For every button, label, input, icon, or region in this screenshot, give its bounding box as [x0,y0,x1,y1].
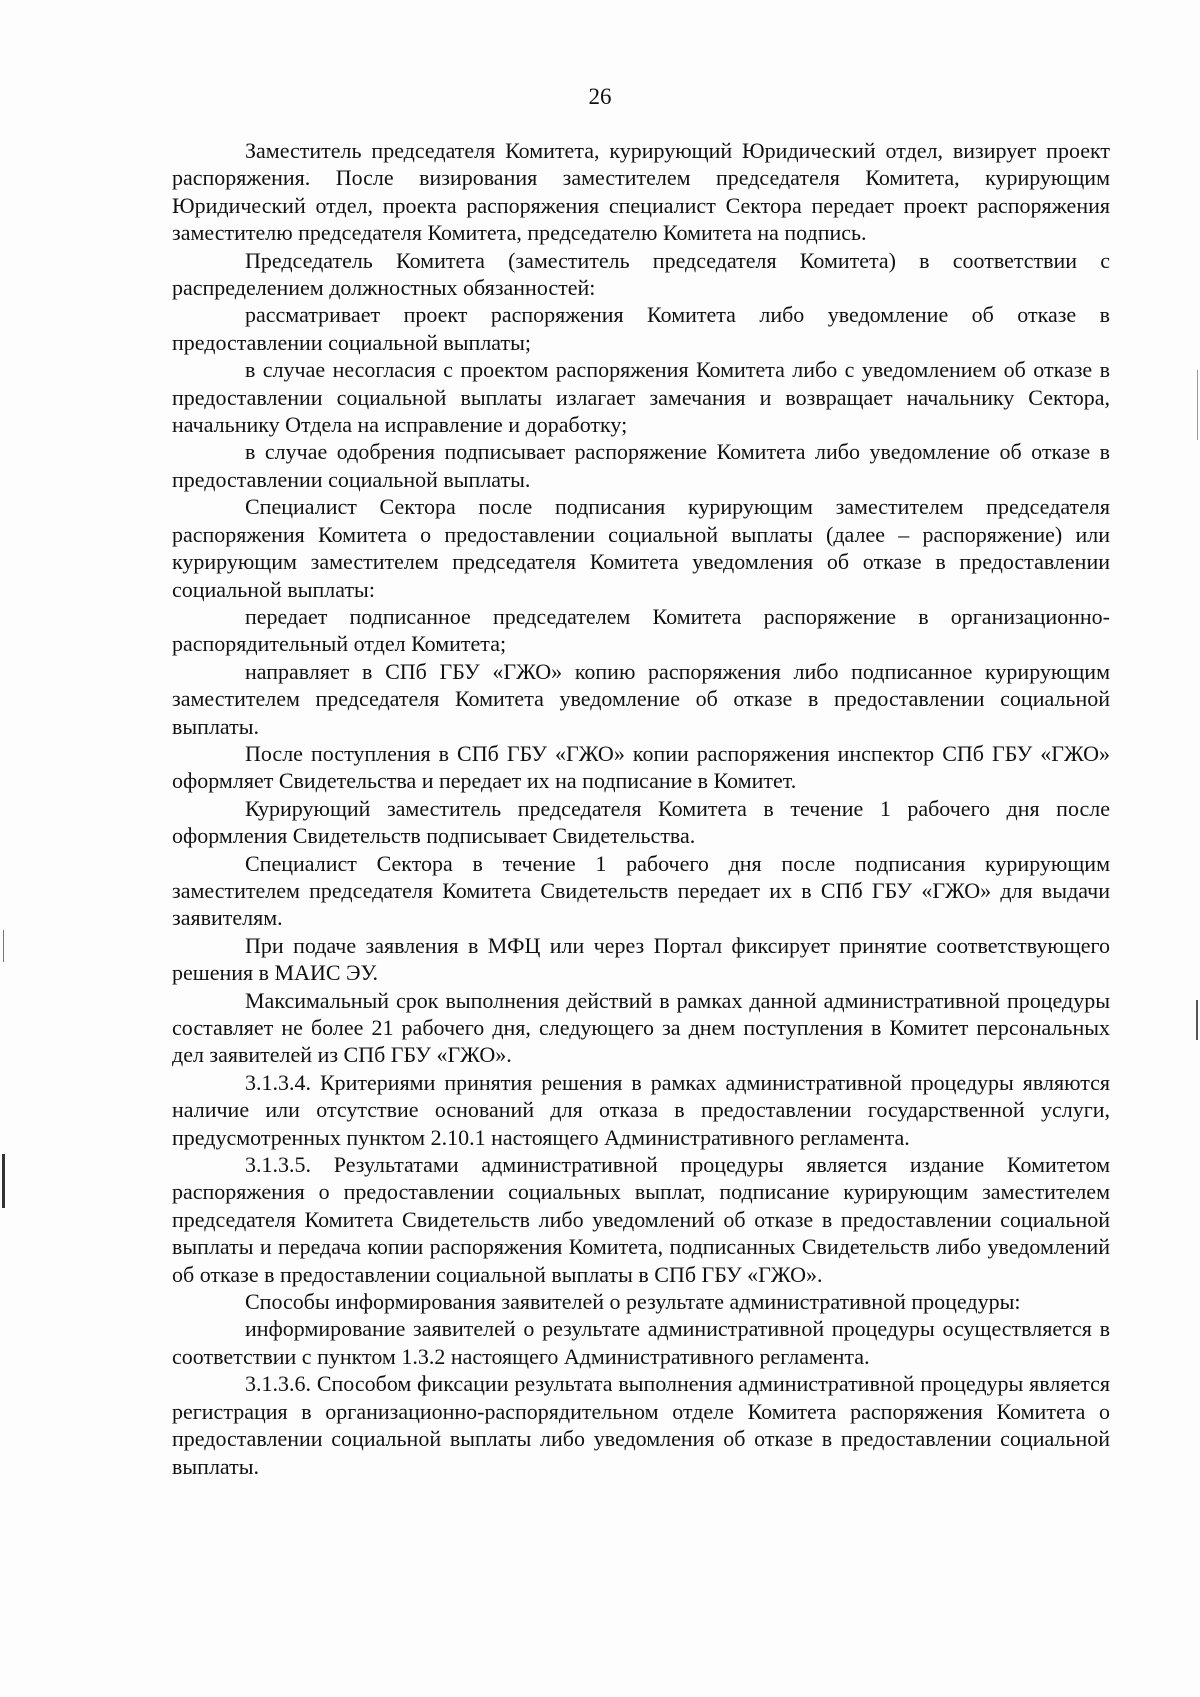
paragraph: 3.1.3.4. Критериями принятия решения в рамках административной процедуры являются наличие или отсутствие оснований для отказа в предоставлении государственной услуги, предусмотренных пунктом 2.10.1 настоящего Административного регламента. [172,1069,1110,1150]
paragraph: При подаче заявления в МФЦ или через Портал фиксирует принятие соответствующего решения в МАИС ЭУ. [172,932,1110,986]
paragraph: Способы информирования заявителей о результате административной процедуры: [245,1289,1021,1315]
paragraph: передает подписанное председателем Комитета распоряжение в организационно-распорядительный отдел Комитета; [172,603,1110,657]
paragraph: в случае одобрения подписывает распоряжение Комитета либо уведомление об отказе в предоставлении социальной выплаты. [172,439,1110,492]
paragraph: информирование заявителей о результате административной процедуры осуществляется в соответствии с пунктом 1.3.2 настоящего Административного регламента. [172,1316,1110,1369]
paragraph: рассматривает проект распоряжения Комитета либо уведомление об отказе в предоставлении социальной выплаты; [172,302,1110,355]
paragraph: направляет в СПб ГБУ «ГЖО» копию распоряжения либо подписанное курирующим заместителем председателя Комитета уведомление об отказе в предоставлении социальной выплаты. [172,658,1110,739]
paragraph: Максимальный срок выполнения действий в рамках данной административной процедуры составляет не более 21 рабочего дня, следующего за днем поступления в Комитет персональных дел заявителей из СПб ГБУ «ГЖО». [172,987,1110,1068]
paragraph: Курирующий заместитель председателя Комитета в течение 1 рабочего дня после оформления Свидетельств подписывает Свидетельства. [172,795,1110,849]
scan-edge-mark [1196,1000,1198,1040]
paragraph: Специалист Сектора после подписания курирующим заместителем председателя распоряжения Комитета о предоставлении социальной выплаты (далее – распоряжение) или курирующим заместителем председателя Комитета уведомления об отказе в предоставлении социальной выплаты: [172,494,1110,602]
page-body [172,137,1110,1480]
paragraph: Заместитель председателя Комитета, курирующий Юридический отдел, визирует проект распоряжения. После визирования заместителем председателя Комитета, курирующим Юридический отдел, проекта распоряжения специалист Сектора передает проект распоряжения заместителю председателя Комитета, председателю Комитета на подпись. [172,138,1110,246]
paragraph: Специалист Сектора в течение 1 рабочего дня после подписания курирующим заместителем председателя Комитета Свидетельств передает их в СПб ГБУ «ГЖО» для выдачи заявителям. [172,850,1110,931]
paragraph: Председатель Комитета (заместитель председателя Комитета) в соответствии с распределением должностных обязанностей: [172,247,1110,301]
paragraph: После поступления в СПб ГБУ «ГЖО» копии распоряжения инспектор СПб ГБУ «ГЖО» оформляет Свидетельства и передает их на подписание в Комитет. [172,740,1110,794]
paragraph: 3.1.3.5. Результатами административной процедуры является издание Комитетом распоряжения о предоставлении социальных выплат, подписание курирующим заместителем председателя Комитета Свидетельств либо уведомлений об отказе в предоставлении социальной выплаты и передача копии распоряжения Комитета, подписанных Свидетельств либо уведомлений об отказе в предоставлении социальной выплаты в СПб ГБУ «ГЖО». [172,1152,1110,1287]
paragraph: 3.1.3.6. Способом фиксации результата выполнения административной процедуры является регистрация в организационно-распорядительном отделе Комитета распоряжения Комитета о предоставлении социальной выплаты либо уведомления об отказе в предоставлении социальной выплаты. [172,1371,1110,1479]
page-number: 26 [588,84,612,109]
paragraph: в случае несогласия с проектом распоряжения Комитета либо с уведомлением об отказе в предоставлении социальной выплаты излагает замечания и возвращает начальнику Сектора, начальнику Отдела на исправление и доработку; [172,357,1110,438]
scan-edge-mark [3,930,4,962]
scan-edge-mark [1197,370,1198,440]
scan-edge-mark [2,1154,5,1208]
